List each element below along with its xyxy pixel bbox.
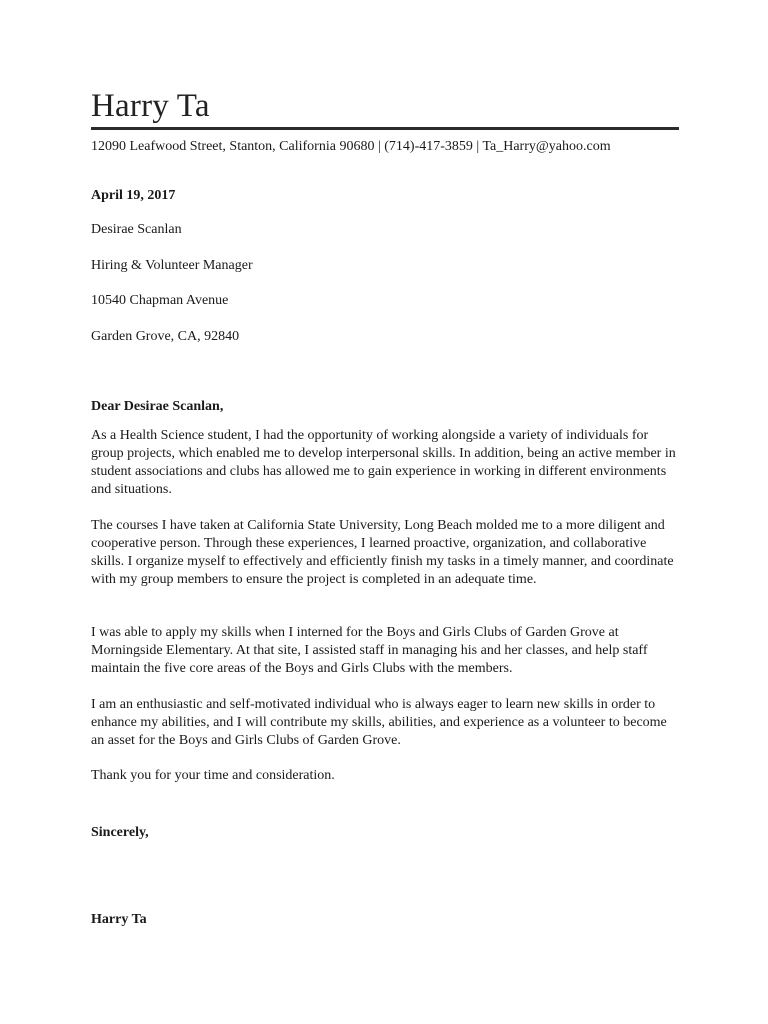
body-paragraph-2: The courses I have taken at California State University, Long Beach molded me to a more diligent and cooperative person. Through these experiences, I learned proactive, organization, and collaborative skills. I organize myself to effectively and efficiently finish my tasks in a timely manner, and coordinate with my group members to ensure the project is completed in an adequate time. — [91, 518, 674, 587]
sender-name: Harry Ta — [91, 88, 210, 124]
signature: Harry Ta — [91, 912, 147, 927]
body-paragraph-3: I was able to apply my skills when I interned for the Boys and Girls Clubs of Garden Grove at Morningside Elementary. At that site, I assisted staff in managing his and her classes, and help staff maintain the five core areas of the Boys and Girls Clubs with the members. — [91, 625, 648, 676]
body-paragraph-1: As a Health Science student, I had the opportunity of working alongside a variety of individuals for group projects, which enabled me to develop interpersonal skills. In addition, being an active member in student associations and clubs has allowed me to gain experience in working in different environments and situations. — [91, 428, 676, 497]
closing: Sincerely, — [91, 825, 149, 840]
letter-date: April 19, 2017 — [91, 188, 176, 203]
header-divider — [91, 127, 679, 130]
recipient-street: 10540 Chapman Avenue — [91, 293, 229, 308]
recipient-title: Hiring & Volunteer Manager — [91, 258, 253, 273]
body-paragraph-4: I am an enthusiastic and self-motivated individual who is always eager to learn new skills in order to enhance my abilities, and I will contribute my skills, abilities, and experience as a volunteer to become an asset for the Boys and Girls Clubs of Garden Grove. — [91, 697, 667, 748]
recipient-city: Garden Grove, CA, 92840 — [91, 329, 240, 344]
body-paragraph-5: Thank you for your time and consideration. — [91, 768, 335, 783]
sender-contact: 12090 Leafwood Street, Stanton, California 90680 | (714)-417-3859 | Ta_Harry@yahoo.com — [91, 139, 611, 154]
salutation: Dear Desirae Scanlan, — [91, 399, 224, 414]
letter-page — [91, 0, 679, 1024]
recipient-name: Desirae Scanlan — [91, 222, 182, 237]
